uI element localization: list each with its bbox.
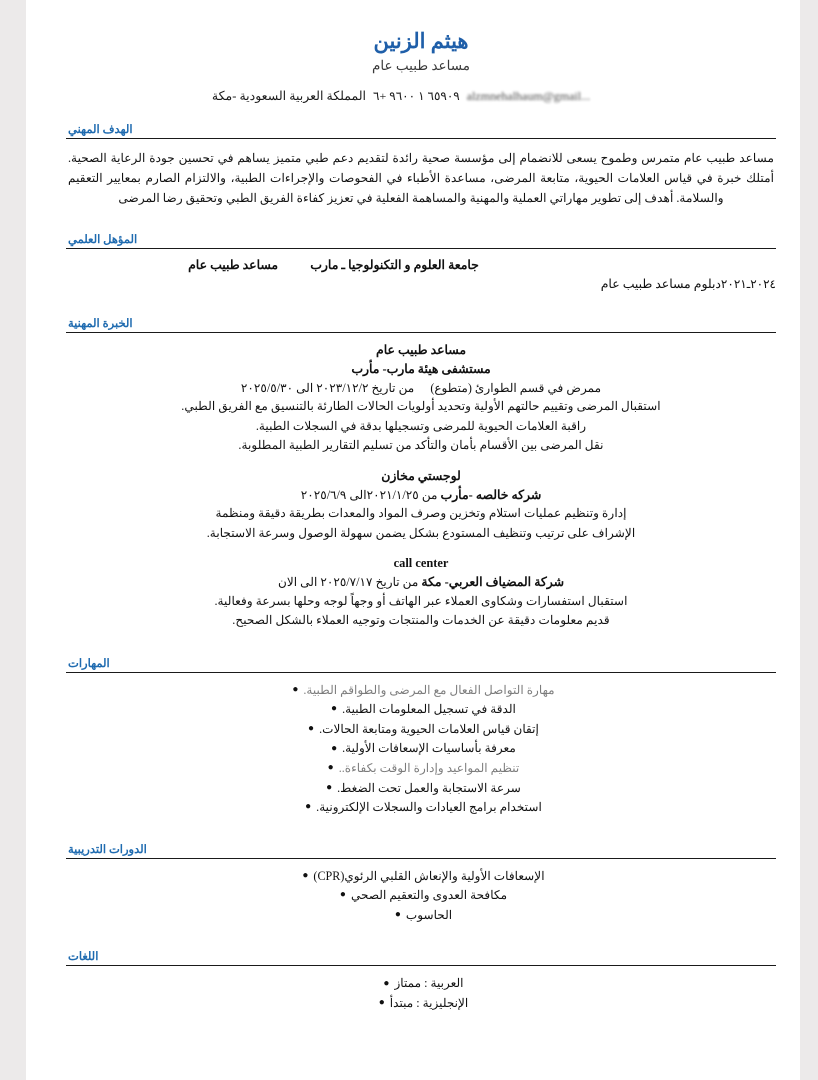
experience-entry	[66, 341, 776, 456]
job-dates: ٢٠٢١/١/٢٥الى ٢٠٢٥/٦/٩	[300, 487, 419, 502]
candidate-name: هيثم الزنين	[373, 29, 469, 53]
list-item	[66, 886, 776, 906]
resume-header	[66, 0, 776, 104]
section-courses	[66, 842, 776, 926]
list-item	[66, 867, 776, 887]
job-title: مساعد طبيب عام	[376, 343, 466, 358]
job-role: من	[421, 487, 438, 502]
section-divider	[66, 138, 776, 139]
job-duty: إدارة وتنظيم عمليات استلام وتخزين وصرف المواد والمعدات بطريقة دقيقة ومنظمة	[215, 506, 627, 521]
job-role: من تاريخ	[375, 574, 419, 589]
job-organization: مستشفى هيئة مارب- مأرب	[351, 362, 491, 376]
section-objective	[66, 122, 776, 208]
job-title: call center	[393, 556, 449, 571]
languages-list	[66, 974, 776, 1013]
list-item	[66, 720, 776, 740]
courses-list	[66, 867, 776, 926]
skill-text: إتقان قياس العلامات الحيوية ومتابعة الحالات.	[319, 721, 539, 736]
section-heading-experience: الخبرة المهنية	[68, 318, 133, 331]
list-item	[66, 700, 776, 720]
section-divider	[66, 672, 776, 673]
job-duty: قديم معلومات دقيقة عن الخدمات والمنتجات وتوجيه العملاء بالشكل الصحيح.	[232, 613, 610, 628]
job-role: ممرض في قسم الطوارئ (متطوع)	[430, 380, 602, 395]
education-degree-line	[66, 257, 721, 273]
education-dates: ٢٠٢٤ـ٢٠٢١	[720, 277, 776, 292]
list-item	[66, 681, 776, 701]
section-heading-skills: المهارات	[68, 657, 110, 670]
section-heading-education: المؤهل العلمي	[68, 234, 138, 247]
job-organization: شركة المضياف العربي- مكة	[421, 574, 564, 589]
job-meta	[66, 573, 776, 592]
contact-email[interactable]: alzmnehalhaum@gmail...	[466, 89, 591, 104]
bullet-icon: ●	[331, 742, 338, 754]
course-text: مكافحة العدوى والتعقيم الصحي	[350, 888, 508, 903]
section-heading-courses: الدورات التدريبية	[68, 843, 147, 856]
education-degree-title: مساعد طبيب عام	[188, 258, 279, 273]
skill-text: استخدام برامج العيادات والسجلات الإلكترونية.	[316, 800, 542, 815]
job-duty: نقل المرضى بين الأقسام بأمان والتأكد من تسليم التقارير الطبية المطلوبة.	[238, 438, 604, 453]
skills-list	[66, 681, 776, 818]
section-divider	[66, 965, 776, 966]
education-qualification: دبلوم مساعد طبيب عام	[600, 277, 721, 292]
course-text: الإسعافات الأولية والإنعاش القلبي الرئوي(CPR)	[313, 868, 545, 883]
skill-text: سرعة الاستجابة والعمل تحت الضغط.	[337, 780, 521, 795]
experience-entry	[66, 554, 776, 630]
contact-phone[interactable]: ٦٥٩٠٩ ١ ٩٦٠٠ +٦	[373, 89, 460, 104]
objective-text: مساعد طبيب عام متمرس وطموح يسعى للانضمام إلى مؤسسة صحية رائدة لتقديم دعم طبي متميز يساهم في تحسين جودة الرعاية الصحية. أمتلك خبرة في قياس العلامات الحيوية، متابعة المرضى، مساعدة الأطباء في الفحوصات والإجراءات الطبية، والالتزام الصارم بمعايير التعقيم والسلامة. أهدف إلى تطوير مهاراتي العملية والمهنية والمساهمة الفعلية في تعزيز كفاءة الفريق الطبي وتحقيق رضا المرضى	[68, 151, 774, 205]
list-item	[66, 906, 776, 926]
bullet-icon: ●	[327, 762, 334, 774]
candidate-job-title: مساعد طبيب عام	[372, 58, 470, 74]
section-heading-languages: اللغات	[68, 951, 99, 964]
skill-text: تنظيم المواعيد وإدارة الوقت بكفاءة..	[338, 760, 520, 775]
section-education	[66, 232, 776, 292]
skill-text: الدقة في تسجيل المعلومات الطبية.	[342, 702, 516, 717]
job-meta	[66, 379, 776, 398]
job-organization: شركه خالصه -مأرب	[440, 487, 542, 502]
skill-text: مهارة التواصل الفعال مع المرضى والطواقم الطبية.	[303, 682, 555, 697]
bullet-icon: ●	[331, 703, 338, 715]
section-divider	[66, 858, 776, 859]
language-text: الإنجليزية : مبتدأ	[389, 996, 469, 1010]
contact-location: المملكة العربية السعودية -مكة	[211, 89, 367, 104]
job-dates: من تاريخ ٢٠٢٣/١٢/٢ الى ٢٠٢٥/٥/٣٠	[240, 380, 415, 395]
list-item	[66, 974, 776, 994]
section-skills	[66, 656, 776, 818]
bullet-icon: ●	[383, 977, 390, 989]
list-item	[66, 739, 776, 759]
bullet-icon: ●	[378, 997, 385, 1009]
job-duty: استقبال المرضى وتقييم حالتهم الأولية وتحديد أولويات الحالات الطارئة بالتنسيق مع الفريق الطبي.	[181, 399, 661, 414]
section-divider	[66, 332, 776, 333]
list-item	[66, 798, 776, 818]
list-item	[66, 994, 776, 1014]
section-heading-objective: الهدف المهني	[68, 124, 133, 137]
bullet-icon: ●	[339, 889, 346, 901]
bullet-icon: ●	[305, 801, 312, 813]
education-institution: جامعة العلوم و التكنولوجيا ـ مارب	[310, 258, 479, 273]
bullet-icon: ●	[394, 908, 401, 920]
list-item	[66, 779, 776, 799]
skill-text: معرفة بأساسيات الإسعافات الأولية.	[342, 741, 516, 756]
job-dates: ٢٠٢٥/٧/١٧ الى الان	[278, 574, 373, 589]
bullet-icon: ●	[292, 683, 299, 695]
language-text: العربية : ممتاز	[394, 976, 464, 991]
course-text: الحاسوب	[405, 907, 453, 922]
section-divider	[66, 248, 776, 249]
contact-line	[66, 88, 776, 104]
education-entry	[66, 257, 776, 292]
job-duty: الإشراف على ترتيب وتنظيف المستودع بشكل يضمن سهولة الوصول وسرعة الاستجابة.	[206, 525, 636, 540]
section-experience	[66, 316, 776, 630]
job-meta	[66, 486, 776, 505]
job-duty: استقبال استفسارات وشكاوى العملاء عبر الهاتف أو وجهاً لوجه وحلها بسرعة وفعالية.	[214, 593, 628, 608]
bullet-icon: ●	[326, 781, 333, 793]
bullet-icon: ●	[308, 722, 315, 734]
list-item	[66, 759, 776, 779]
resume-page	[26, 0, 800, 1080]
job-duty: راقبة العلامات الحيوية للمرضى وتسجيلها بدقة في السجلات الطبية.	[255, 418, 587, 433]
bullet-icon: ●	[302, 869, 309, 881]
job-title: لوجستي مخازن	[381, 468, 461, 483]
experience-entry	[66, 467, 776, 543]
section-languages	[66, 949, 776, 1013]
